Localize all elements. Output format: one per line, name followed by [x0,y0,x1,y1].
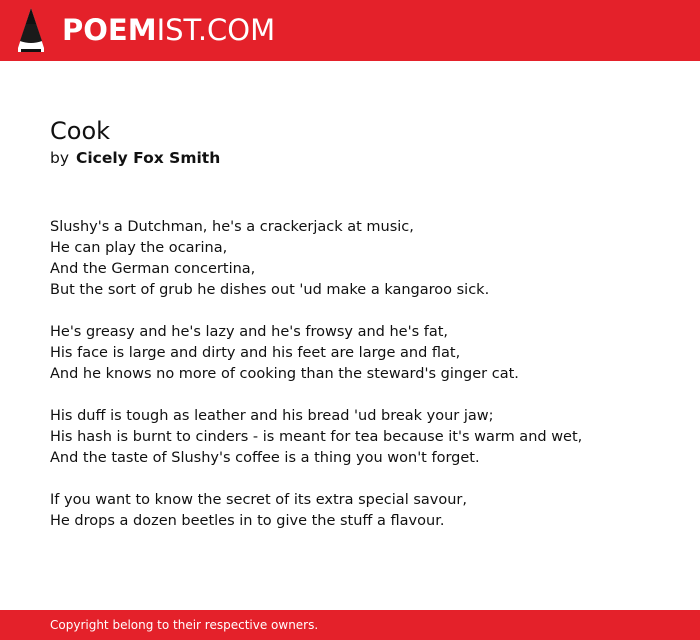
byline-prefix: by [50,149,70,167]
poem-line: And the taste of Slushy's coffee is a thing you won't forget. [50,450,480,466]
logo-text-bold: POEM [62,13,157,47]
poem-stanza [50,490,670,532]
poem-line: And he knows no more of cooking than the steward's ginger cat. [50,366,519,382]
poem-stanza [50,406,670,469]
poem-body [50,217,670,532]
poem-line: Slushy's a Dutchman, he's a crackerjack at music, [50,219,414,235]
poem-line: His hash is burnt to cinders - is meant for tea because it's warm and wet, [50,429,583,445]
poem-line: If you want to know the secret of its extra special savour, [50,492,467,508]
logo-text-light: IST.COM [156,13,276,47]
site-footer [0,610,700,640]
poem-line: He can play the ocarina, [50,240,228,256]
author-link[interactable]: Cicely Fox Smith [75,149,221,167]
poem-stanza [50,217,670,301]
site-logo-link[interactable] [18,8,275,52]
site-header [0,0,700,61]
poem-line: And the German concertina, [50,261,256,277]
copyright-text: Copyright belong to their respective owners. [50,618,319,632]
poem-line: He's greasy and he's lazy and he's frowsy and he's fat, [50,324,449,340]
poem-byline [50,148,670,168]
poem-stanza [50,322,670,385]
poem-content [50,110,670,553]
site-logo-text [62,8,275,52]
poem-line: His duff is tough as leather and his bread 'ud break your jaw; [50,408,494,424]
poem-title: Cook [50,117,111,145]
poem-line: But the sort of grub he dishes out 'ud make a kangaroo sick. [50,282,490,298]
poem-line: He drops a dozen beetles in to give the stuff a flavour. [50,513,445,529]
poem-line: His face is large and dirty and his feet are large and flat, [50,345,461,361]
pencil-tip-icon [18,8,44,52]
